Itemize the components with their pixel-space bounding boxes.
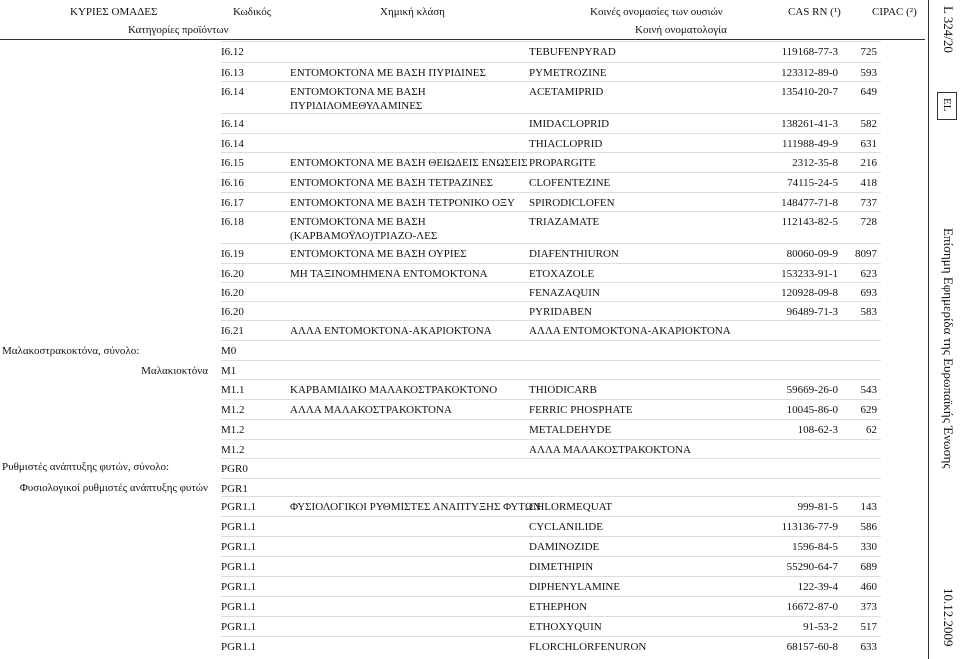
- header-main-groups: ΚΥΡΙΕΣ ΟΜΑΔΕΣ: [70, 6, 158, 18]
- cell-common-name: FERRIC PHOSPHATE: [529, 404, 633, 416]
- group-label: Μαλακοστρακοκτόνα, σύνολο:: [2, 345, 140, 357]
- cell-chemical-class: ΑΛΛΑ ΕΝΤΟΜΟΚΤΟΝΑ-ΑΚΑΡΙΟΚΤΟΝΑ: [290, 325, 492, 337]
- cell-cas: 91-53-2: [803, 621, 838, 633]
- cell-cas: 135410-20-7: [781, 86, 838, 98]
- cell-code: I6.12: [221, 46, 244, 58]
- header-product-categories: Κατηγορίες προϊόντων: [128, 24, 229, 36]
- cell-code: M1: [221, 365, 237, 377]
- cell-cipac: 728: [860, 216, 877, 228]
- cell-chemical-class: ΕΝΤΟΜΟΚΤΟΝΑ ΜΕ ΒΑΣΗ ΟΥΡΙΕΣ: [290, 248, 467, 260]
- cell-common-name: TRIAZAMATE: [529, 216, 600, 228]
- row-separator: [221, 419, 881, 420]
- cell-code: PGR1.1: [221, 641, 257, 653]
- cell-cas: 122-39-4: [797, 581, 838, 593]
- cell-common-name: ETHOXYQUIN: [529, 621, 602, 633]
- row-separator: [221, 458, 881, 459]
- group-label: Ρυθμιστές ανάπτυξης φυτών, σύνολο:: [2, 461, 170, 473]
- cell-common-name: THIACLOPRID: [529, 138, 603, 150]
- cell-cipac: 373: [860, 601, 877, 613]
- row-separator: [221, 556, 881, 557]
- cell-code: I6.20: [221, 306, 244, 318]
- cell-cipac: 62: [866, 424, 877, 436]
- cell-code: I6.20: [221, 268, 244, 280]
- cell-common-name: ETOXAZOLE: [529, 268, 595, 280]
- cell-cas: 59669-26-0: [786, 384, 838, 396]
- row-separator: [221, 576, 881, 577]
- cell-common-name: FENAZAQUIN: [529, 287, 600, 299]
- cell-cas: 123312-89-0: [781, 67, 838, 79]
- cell-code: PGR0: [221, 463, 248, 475]
- journal-date: 10.12.2009: [941, 588, 956, 647]
- cell-common-name: SPIRODICLOFEN: [529, 197, 615, 209]
- cell-cas: 16672-87-0: [786, 601, 838, 613]
- row-separator: [221, 616, 881, 617]
- cell-common-name: CHLORMEQUAT: [529, 501, 613, 513]
- cell-common-name: DAMINOZIDE: [529, 541, 600, 553]
- cell-common-name: ΑΛΛΑ ΜΑΛΑΚΟΣΤΡΑΚΟΚΤΟΝΑ: [529, 444, 691, 456]
- cell-chemical-class: ΕΝΤΟΜΟΚΤΟΝΑ ΜΕ ΒΑΣΗ ΤΕΤΡΑΖΙΝΕΣ: [290, 177, 493, 189]
- language-code: EL: [941, 98, 953, 112]
- cell-code: PGR1.1: [221, 581, 257, 593]
- cell-cipac: 583: [860, 306, 877, 318]
- cell-common-name: CLOFENTEZINE: [529, 177, 611, 189]
- row-separator: [221, 133, 881, 134]
- cell-code: PGR1.1: [221, 501, 257, 513]
- row-separator: [221, 516, 881, 517]
- cell-cipac: 543: [860, 384, 877, 396]
- row-separator: [221, 263, 881, 264]
- cell-common-name: DIAFENTHIURON: [529, 248, 619, 260]
- cell-chemical-class: ΜΗ ΤΑΞΙΝΟΜΗΜΕΝΑ ΕΝΤΟΜΟΚΤΟΝΑ: [290, 268, 488, 280]
- group-label: Μαλακιοκτόνα: [141, 365, 208, 377]
- cell-cipac: 631: [860, 138, 877, 150]
- header-chemical-class: Χημική κλάση: [380, 6, 445, 18]
- cell-common-name: PYRIDABEN: [529, 306, 592, 318]
- cell-common-name: PYMETROZINE: [529, 67, 607, 79]
- header-common-names: Κοινές ονομασίες των ουσιών: [590, 6, 723, 18]
- group-label: Φυσιολογικοί ρυθμιστές ανάπτυξης φυτών: [19, 482, 208, 494]
- row-separator: [221, 282, 881, 283]
- row-separator: [221, 113, 881, 114]
- row-separator: [221, 320, 881, 321]
- cell-common-name: TEBUFENPYRAD: [529, 46, 616, 58]
- row-separator: [221, 152, 881, 153]
- cell-common-name: THIODICARB: [529, 384, 597, 396]
- cell-cas: 112143-82-5: [781, 216, 838, 228]
- header-cas: CAS RN (¹): [788, 6, 841, 18]
- cell-cipac: 593: [860, 67, 877, 79]
- cell-common-name: ΑΛΛΑ ΕΝΤΟΜΟΚΤΟΝΑ-ΑΚΑΡΙΟΚΤΟΝΑ: [529, 325, 731, 337]
- row-separator: [221, 399, 881, 400]
- cell-cipac: 629: [860, 404, 877, 416]
- cell-cas: 108-62-3: [797, 424, 838, 436]
- row-separator: [221, 243, 881, 244]
- cell-cipac: 689: [860, 561, 877, 573]
- cell-code: PGR1.1: [221, 621, 257, 633]
- row-separator: [221, 439, 881, 440]
- cell-chemical-class: ΕΝΤΟΜΟΚΤΟΝΑ ΜΕ ΒΑΣΗ ΠΥΡΙΔΙΝΕΣ: [290, 67, 486, 79]
- cell-cas: 119168-77-3: [781, 46, 838, 58]
- cell-code: I6.14: [221, 118, 244, 130]
- cell-common-name: IMIDACLOPRID: [529, 118, 610, 130]
- cell-chemical-class: ΕΝΤΟΜΟΚΤΟΝΑ ΜΕ ΒΑΣΗ ΘΕΙΩΔΕΙΣ ΕΝΩΣΕΙΣ: [290, 157, 528, 169]
- row-separator: [221, 478, 881, 479]
- cell-code: I6.13: [221, 67, 244, 79]
- cell-cas: 68157-60-8: [786, 641, 838, 653]
- cell-code: I6.19: [221, 248, 244, 260]
- cell-common-name: PROPARGITE: [529, 157, 596, 169]
- cell-code: M1.2: [221, 404, 245, 416]
- row-separator: [221, 172, 881, 173]
- cell-cas: 96489-71-3: [786, 306, 838, 318]
- cell-common-name: DIMETHIPIN: [529, 561, 594, 573]
- cell-code: PGR1.1: [221, 541, 257, 553]
- row-separator: [221, 340, 881, 341]
- cell-code: M0: [221, 345, 237, 357]
- cell-cipac: 460: [860, 581, 877, 593]
- cell-cipac: 737: [860, 197, 877, 209]
- cell-code: I6.21: [221, 325, 244, 337]
- row-separator: [221, 301, 881, 302]
- cell-chemical-class: ΕΝΤΟΜΟΚΤΟΝΑ ΜΕ ΒΑΣΗ (ΚΑΡΒΑΜΟΫΛΟ)ΤΡΙΑΖΟ-ΛΕΣ: [290, 216, 438, 242]
- row-separator: [221, 192, 881, 193]
- header-code: Κωδικός: [233, 6, 272, 18]
- row-separator: [221, 41, 881, 42]
- cell-cipac: 582: [860, 118, 877, 130]
- cell-cas: 113136-77-9: [781, 521, 838, 533]
- cell-cas: 55290-64-7: [786, 561, 838, 573]
- cell-code: I6.15: [221, 157, 244, 169]
- cell-chemical-class: ΑΛΛΑ ΜΑΛΑΚΟΣΤΡΑΚΟΚΤΟΝΑ: [290, 404, 452, 416]
- cell-code: PGR1.1: [221, 521, 257, 533]
- cell-code: PGR1.1: [221, 561, 257, 573]
- cell-cas: 148477-71-8: [781, 197, 838, 209]
- row-separator: [221, 536, 881, 537]
- language-box: [937, 92, 957, 120]
- cell-cipac: 143: [860, 501, 877, 513]
- cell-common-name: METALDEHYDE: [529, 424, 612, 436]
- cell-cipac: 8097: [855, 248, 877, 260]
- cell-code: I6.20: [221, 287, 244, 299]
- row-separator: [221, 596, 881, 597]
- row-separator: [221, 496, 881, 497]
- cell-cas: 138261-41-3: [781, 118, 838, 130]
- cell-cas: 153233-91-1: [781, 268, 838, 280]
- cell-code: I6.14: [221, 138, 244, 150]
- cell-cas: 74115-24-5: [787, 177, 838, 189]
- cell-cipac: 693: [860, 287, 877, 299]
- header-cipac: CIPAC (²): [872, 6, 917, 18]
- cell-common-name: FLORCHLORFENURON: [529, 641, 647, 653]
- cell-cipac: 216: [860, 157, 877, 169]
- row-separator: [221, 62, 881, 63]
- cell-cipac: 586: [860, 521, 877, 533]
- cell-code: I6.14: [221, 86, 244, 98]
- cell-cipac: 418: [860, 177, 877, 189]
- cell-cas: 10045-86-0: [786, 404, 838, 416]
- cell-common-name: DIPHENYLAMINE: [529, 581, 621, 593]
- cell-cas: 80060-09-9: [786, 248, 838, 260]
- cell-chemical-class: ΦΥΣΙΟΛΟΓΙΚΟΙ ΡΥΘΜΙΣΤΕΣ ΑΝΑΠΤΥΞΗΣ ΦΥΤΩΝ: [290, 501, 541, 513]
- cell-cas: 120928-09-8: [781, 287, 838, 299]
- cell-common-name: CYCLANILIDE: [529, 521, 603, 533]
- header-common-nomenclature: Κοινή ονοματολογία: [635, 24, 727, 36]
- cell-common-name: ACETAMIPRID: [529, 86, 604, 98]
- cell-code: PGR1.1: [221, 601, 257, 613]
- row-separator: [221, 379, 881, 380]
- row-separator: [221, 81, 881, 82]
- cell-cas: 2312-35-8: [792, 157, 838, 169]
- journal-title: Επίσημη Εφημερίδα της Ευρωπαϊκής Ένωσης: [941, 228, 956, 469]
- cell-cipac: 623: [860, 268, 877, 280]
- cell-code: I6.18: [221, 216, 244, 228]
- row-separator: [221, 636, 881, 637]
- cell-code: M1.2: [221, 424, 245, 436]
- journal-ref: L 324/20: [941, 6, 956, 53]
- header-divider: [0, 39, 925, 40]
- cell-code: I6.16: [221, 177, 244, 189]
- cell-code: I6.17: [221, 197, 244, 209]
- row-separator: [221, 211, 881, 212]
- cell-cipac: 633: [860, 641, 877, 653]
- cell-cipac: 330: [860, 541, 877, 553]
- cell-cipac: 725: [860, 46, 877, 58]
- cell-code: PGR1: [221, 483, 248, 495]
- cell-cipac: 517: [860, 621, 877, 633]
- cell-code: M1.1: [221, 384, 245, 396]
- row-separator: [221, 360, 881, 361]
- cell-common-name: ETHEPHON: [529, 601, 588, 613]
- cell-cas: 999-81-5: [797, 501, 838, 513]
- cell-chemical-class: ΚΑΡΒΑΜΙΔΙΚΟ ΜΑΛΑΚΟΣΤΡΑΚΟΚΤΟΝΟ: [290, 384, 498, 396]
- cell-cipac: 649: [860, 86, 877, 98]
- cell-code: M1.2: [221, 444, 245, 456]
- cell-chemical-class: ΕΝΤΟΜΟΚΤΟΝΑ ΜΕ ΒΑΣΗ ΤΕΤΡΟΝΙΚΟ ΟΞΥ: [290, 197, 515, 209]
- cell-cas: 1596-84-5: [792, 541, 838, 553]
- margin-divider: [928, 0, 929, 659]
- cell-cas: 111988-49-9: [781, 138, 838, 150]
- cell-chemical-class: ΕΝΤΟΜΟΚΤΟΝΑ ΜΕ ΒΑΣΗ ΠΥΡΙΔΙΛΟΜΕΘΥΛΑΜΙΝΕΣ: [290, 86, 426, 112]
